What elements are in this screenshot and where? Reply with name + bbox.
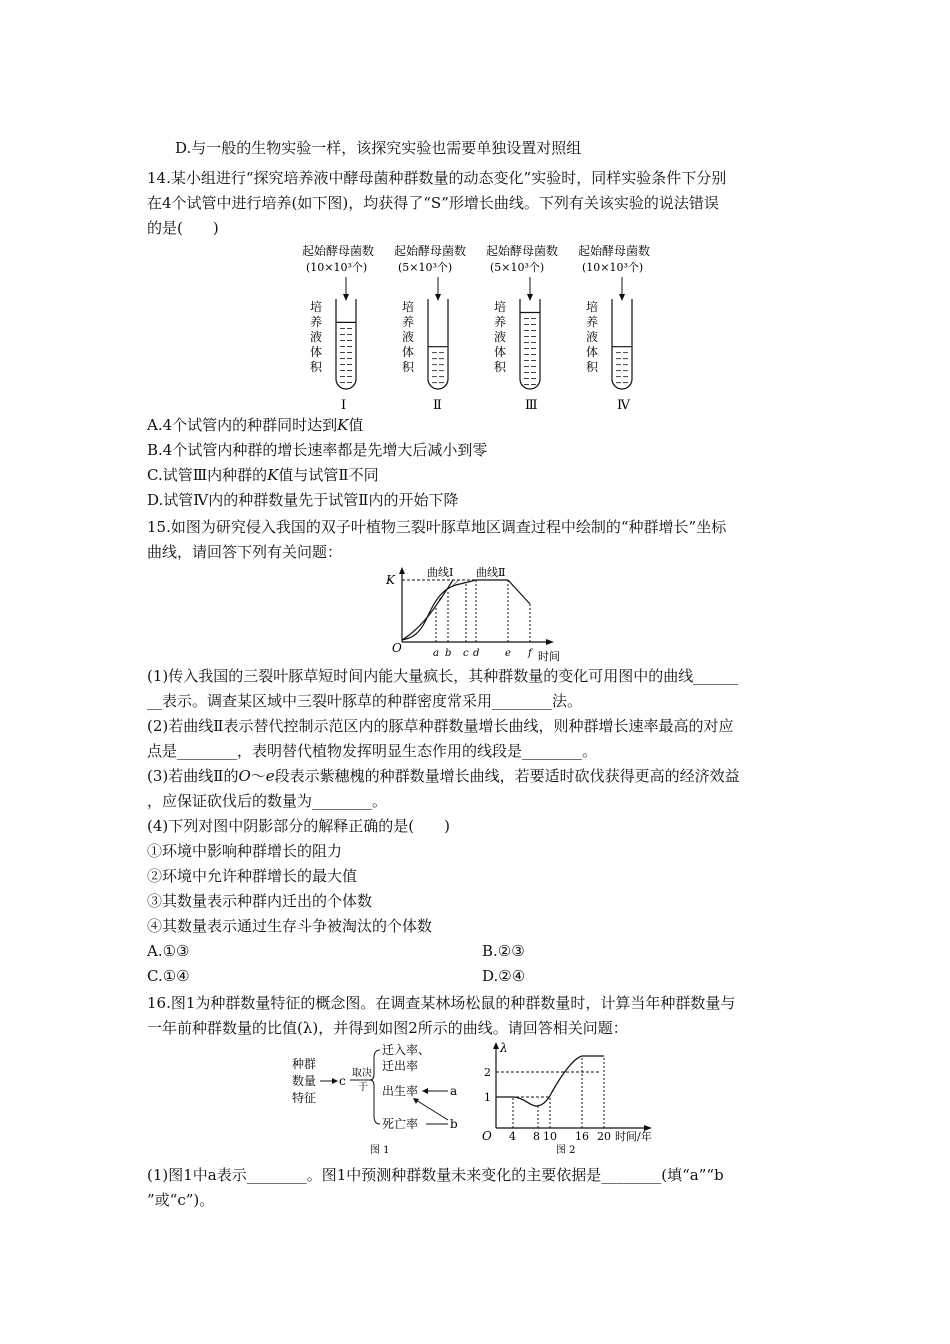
tick-c: c (463, 648, 469, 659)
q14-option-c: C.试管Ⅲ内种群的K值与试管Ⅱ不同 (147, 466, 379, 484)
population-growth-graph (380, 562, 580, 664)
test-tube-3 (486, 243, 558, 413)
svg-text:4: 4 (509, 1130, 516, 1143)
tube-numeral: Ⅰ (341, 398, 347, 413)
tube-count: (5×10³个) (490, 261, 545, 274)
q15-statement-2: ②环境中允许种群增长的最大值 (147, 867, 358, 885)
svg-text:体: 体 (310, 345, 323, 359)
lambda-curve-figure-2 (478, 1040, 678, 1158)
tube-numeral: Ⅲ (525, 398, 538, 413)
svg-text:10: 10 (543, 1130, 557, 1143)
origin-label: O (392, 641, 402, 655)
svg-text:培: 培 (310, 300, 323, 314)
q15-statement-4: ④其数量表示通过生存斗争被淘汰的个体数 (147, 917, 433, 935)
x-axis-label: 时间 (538, 650, 560, 663)
b-label: b (450, 1117, 458, 1131)
svg-text:取决: 取决 (352, 1068, 372, 1079)
k-label: K (386, 573, 395, 587)
svg-text:培: 培 (586, 300, 599, 314)
lambda-label: λ (500, 1041, 508, 1055)
tube-numeral: Ⅳ (617, 398, 630, 413)
c-label: c (339, 1074, 346, 1088)
svg-text:液: 液 (494, 330, 507, 344)
svg-text:积: 积 (310, 360, 323, 374)
tube-count: (10×10³个) (582, 261, 644, 274)
svg-text:时间/年: 时间/年 (615, 1130, 652, 1143)
q15-option-d: D.②④ (482, 967, 526, 985)
svg-text:养: 养 (402, 315, 415, 329)
q15-stem-2: 曲线，请回答下列有关问题： (147, 543, 343, 561)
test-tube-2 (394, 243, 466, 413)
tick-f: f (528, 648, 532, 659)
q16-stem-1: 16.图1为种群数量特征的概念图。在调查某林场松鼠的种群数量时，计算当年种群数量与 (147, 994, 736, 1012)
q15-part4: (4)下列对图中阴影部分的解释正确的是( ) (147, 817, 450, 835)
q15-part2-b: 点是________，表明替代植物发挥明显生态作用的线段是________。 (147, 742, 598, 760)
svg-text:培: 培 (402, 300, 415, 314)
tube-outline (612, 299, 632, 389)
concept-map-figure-1 (288, 1040, 468, 1158)
q16-part1-b: ”或“c”)。 (147, 1191, 215, 1209)
svg-text:液: 液 (586, 330, 599, 344)
svg-text:死亡率: 死亡率 (382, 1117, 419, 1131)
q14-option-d: D.试管Ⅳ内的种群数量先于试管Ⅱ内的开始下降 (147, 491, 459, 509)
svg-text:迁出率: 迁出率 (382, 1059, 419, 1073)
test-tube-1 (302, 243, 374, 413)
curve-1-label: 曲线Ⅰ (427, 566, 454, 579)
q15-statement-1: ①环境中影响种群增长的阻力 (147, 842, 343, 860)
tick-d: d (473, 648, 480, 659)
figure-2-caption: 图 2 (556, 1145, 576, 1156)
svg-text:体: 体 (402, 345, 415, 359)
svg-text:体: 体 (586, 345, 599, 359)
svg-text:种群: 种群 (292, 1057, 317, 1071)
q15-part1-a: (1)传入我国的三裂叶豚草短时间内能大量疯长，其种群数量的变化可用图中的曲线______ (147, 667, 739, 685)
tube-numeral: Ⅱ (433, 398, 442, 413)
q15-option-b: B.②③ (482, 942, 525, 960)
tube-count: (10×10³个) (306, 261, 368, 274)
q15-statement-3: ③其数量表示种群内迁出的个体数 (147, 892, 373, 910)
q15-part3-b: ，应保证砍伐后的数量为________。 (147, 792, 388, 810)
curve-2-label: 曲线Ⅱ (476, 566, 506, 579)
svg-text:8: 8 (533, 1130, 540, 1143)
tube-label: 起始酵母菌数 (578, 244, 651, 258)
svg-text:于: 于 (358, 1082, 368, 1093)
q14-option-b: B.4个试管内种群的增长速率都是先增大后减小到零 (147, 441, 488, 459)
q16-stem-2: 一年前种群数量的比值(λ)，并得到如图2所示的曲线。请回答相关问题： (147, 1019, 628, 1037)
svg-text:积: 积 (586, 360, 599, 374)
svg-text:积: 积 (494, 360, 507, 374)
tick-a: a (433, 648, 439, 659)
svg-text:2: 2 (484, 1066, 491, 1079)
a-label: a (450, 1084, 458, 1098)
q14-stem-2: 在4个试管中进行培养(如下图)，均获得了“S”形增长曲线。下列有关该实验的说法错误 (147, 194, 719, 212)
tick-b: b (445, 648, 452, 659)
tube-outline (336, 299, 356, 389)
q15-stem-1: 15.如图为研究侵入我国的双子叶植物三裂叶豚草地区调查过程中绘制的“种群增长”坐标 (147, 518, 727, 536)
svg-text:出生率: 出生率 (382, 1084, 419, 1098)
q15-part3-a: (3)若曲线Ⅱ的O～e段表示紫穗槐的种群数量增长曲线，若要适时砍伐获得更高的经济效益 (147, 767, 740, 785)
svg-text:积: 积 (402, 360, 415, 374)
svg-text:养: 养 (586, 315, 599, 329)
svg-text:体: 体 (494, 345, 507, 359)
q14-stem-1: 14.某小组进行“探究培养液中酵母菌种群数量的动态变化”实验时，同样实验条件下分别 (147, 169, 727, 187)
tube-count: (5×10³个) (398, 261, 453, 274)
svg-text:养: 养 (494, 315, 507, 329)
q15-part2-a: (2)若曲线Ⅱ表示替代控制示范区内的豚草种群数量增长曲线，则种群增长速率最高的对应 (147, 717, 734, 735)
tube-label: 起始酵母菌数 (486, 244, 559, 258)
q16-part1-a: (1)图1中a表示________。图1中预测种群数量未来变化的主要依据是________(填“a”“b (147, 1166, 724, 1184)
test-tube-4 (578, 243, 650, 413)
q15-option-a: A.①③ (147, 942, 190, 960)
svg-text:液: 液 (402, 330, 415, 344)
svg-text:特征: 特征 (292, 1091, 317, 1105)
tube-label: 起始酵母菌数 (394, 244, 467, 258)
figure-1-caption: 图 1 (370, 1145, 390, 1156)
svg-text:培: 培 (494, 300, 507, 314)
svg-text:16: 16 (575, 1130, 589, 1143)
svg-text:20: 20 (597, 1130, 611, 1143)
svg-text:数量: 数量 (292, 1074, 317, 1088)
svg-text:养: 养 (310, 315, 323, 329)
tube-label: 起始酵母菌数 (302, 244, 375, 258)
q15-part1-b: __表示。调查某区域中三裂叶豚草的种群密度常采用________法。 (147, 692, 583, 710)
svg-text:O: O (482, 1129, 492, 1143)
svg-text:1: 1 (484, 1091, 491, 1104)
svg-text:迁入率、: 迁入率、 (382, 1043, 431, 1057)
q15-option-c: C.①④ (147, 967, 190, 985)
test-tube-figure (290, 243, 670, 413)
q13-option-d: D.与一般的生物实验一样，该探究实验也需要单独设置对照组 (175, 139, 582, 157)
q14-option-a: A.4个试管内的种群同时达到K值 (147, 416, 364, 434)
tube-outline (428, 299, 448, 389)
tick-e: e (505, 648, 511, 659)
q14-stem-3: 的是( ) (147, 219, 219, 237)
svg-text:液: 液 (310, 330, 323, 344)
